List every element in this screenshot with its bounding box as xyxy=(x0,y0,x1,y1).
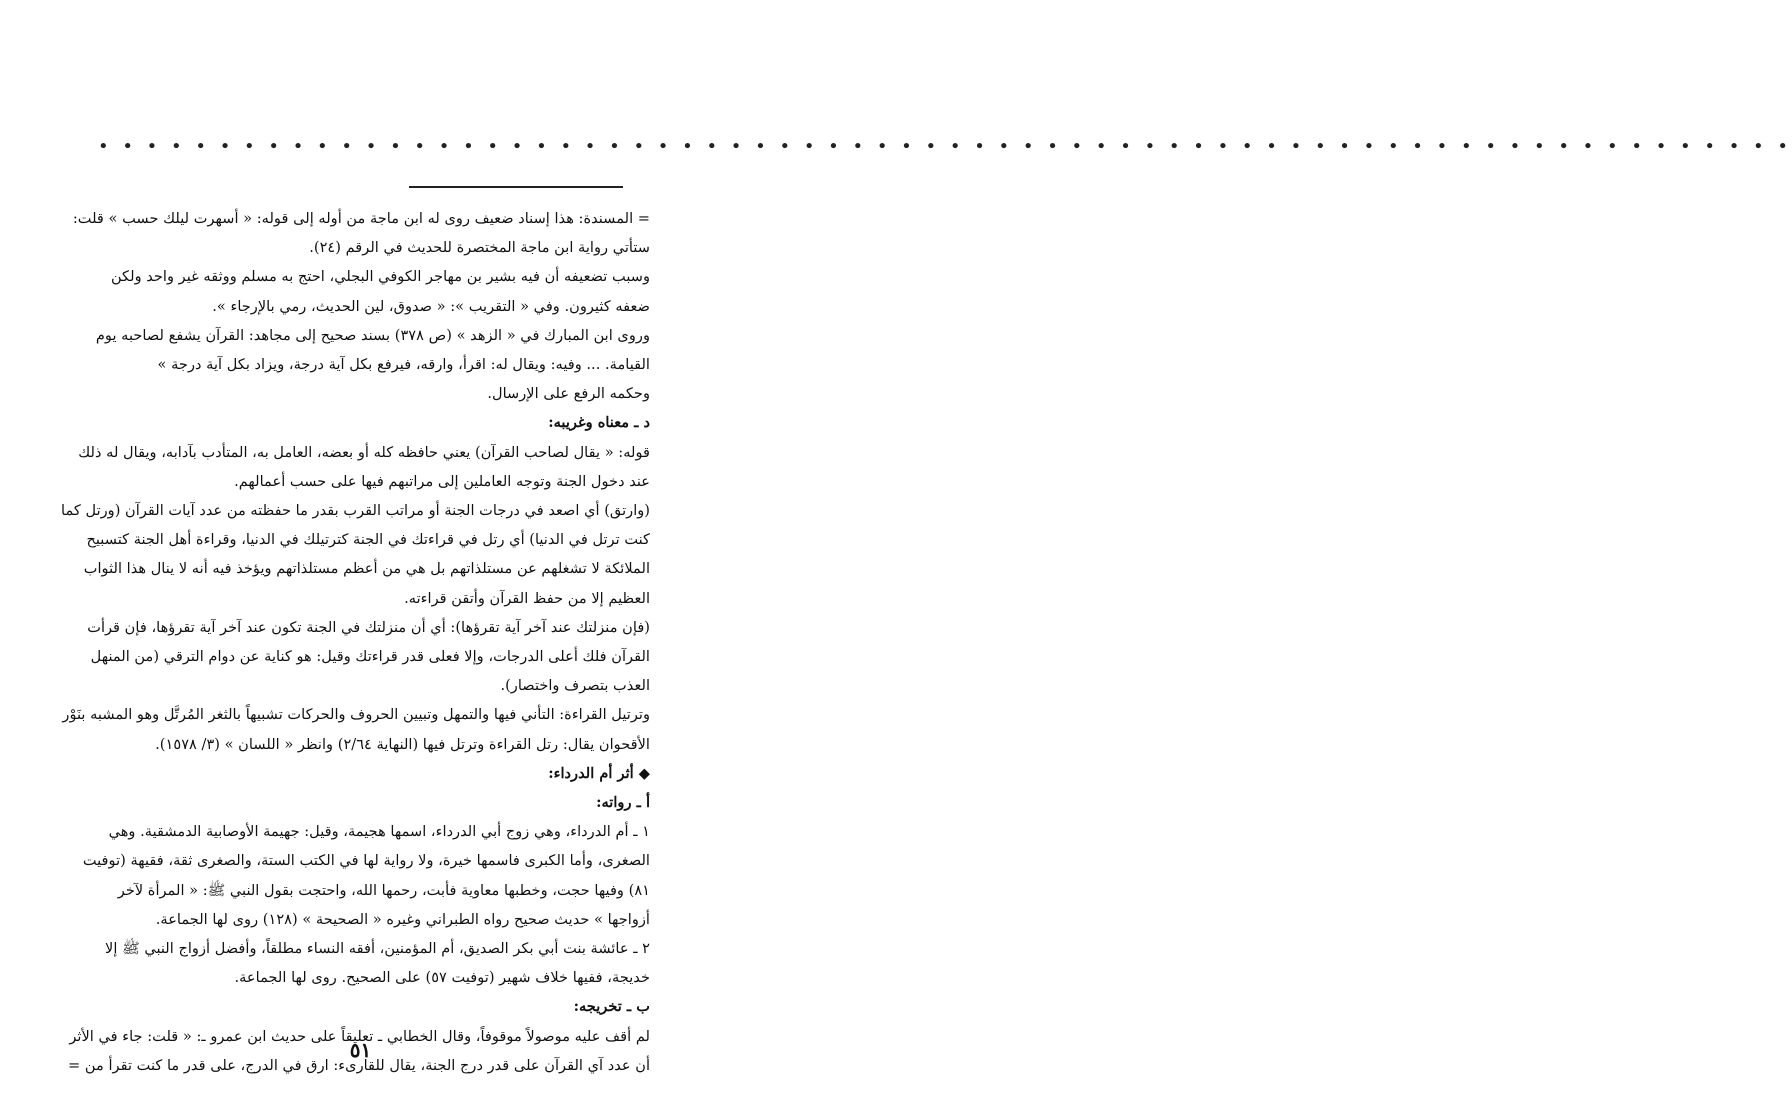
text-line: الملائكة لا تشغلهم عن مستلذاتهم بل هي من أعظم مستلذاتهم ويؤخذ فيه أنه لا ينال هذا الثواب xyxy=(83,560,650,578)
text-line: وترتيل القراءة: التأني فيها والتمهل وتبيين الحروف والحركات تشبيهاً بالثغر المُرتَّل وهو المشبه بنَوْر xyxy=(62,706,650,724)
text-line: (فإن منزلتك عند آخر آية تقرؤها): أي أن منزلتك في الجنة تكون عند آخر آية تقرؤها، فإن قرأت xyxy=(87,618,650,636)
text-line: العذب بتصرف واختصار). xyxy=(500,677,650,695)
footnote-text-block xyxy=(61,204,650,1080)
dotted-separator: • • • • • • • • • • • • • • • • • • • • • • • • • • • • • • • • • • • • • • • • • • • • • • • • • • • • • • • • • • • • • • • • • • • • • • xyxy=(98,136,1792,157)
text-line: الأقحوان يقال: رتل القراءة وترتل فيها (النهاية ٢/٦٤) وانظر « اللسان » (٣/ ١٥٧٨). xyxy=(155,735,650,753)
text-line: وروى ابن المبارك في « الزهد » (ص ٣٧٨) بسند صحيح إلى مجاهد: القرآن يشفع لصاحبه يوم xyxy=(95,326,650,344)
text-line: كنت ترتل في الدنيا) أي رتل في قراءتك في الجنة كترتيلك في الدنيا، وقراءة أهل الجنة كتسبيح xyxy=(86,531,650,549)
text-line: وحكمه الرفع على الإرسال. xyxy=(487,385,650,403)
text-line: عند دخول الجنة وتوجه العاملين إلى مراتبهم فيها على حسب أعمالهم. xyxy=(234,472,650,490)
section-heading-line: ب ـ تخريجه: xyxy=(573,998,650,1016)
text-line: (وارتق) أي اصعد في درجات الجنة أو مراتب القرب بقدر ما حفظته من عدد آيات القرآن (ورتل كما xyxy=(61,502,650,520)
text-line: ٨١) وفيها حجت، وخطبها معاوية فأبت، رحمها الله، واحتجت بقول النبي ﷺ: « المرأة لآخر xyxy=(117,881,650,899)
text-line: القيامة. ... وفيه: ويقال له: اقرأ، وارقه، فيرفع بكل آية درجة، ويزاد بكل آية درجة » xyxy=(157,356,650,374)
text-line: ١ ـ أم الدرداء، وهي زوج أبي الدرداء، اسمها هجيمة، وقيل: جهيمة الأوصابية الدمشقية. وهي xyxy=(108,823,650,841)
footnote-rule xyxy=(409,186,623,188)
section-heading-line: د ـ معناه وغريبه: xyxy=(548,414,650,432)
text-line: القرآن فلك أعلى الدرجات، وإلا فعلى قدر قراءتك وقيل: هو كناية عن دوام الترقي (من المنهل xyxy=(90,648,650,666)
text-line: ستأتي رواية ابن ماجة المختصرة للحديث في الرقم (٢٤). xyxy=(309,239,650,257)
page-number: ٥١ xyxy=(349,1038,372,1062)
text-line: = المسندة: هذا إسناد ضعيف روى له ابن ماجة من أوله إلى قوله: « أسهرت ليلك حسب » قلت: xyxy=(72,210,650,227)
text-line: الصغرى، وأما الكبرى فاسمها خيرة، ولا رواية لها في الكتب الستة، والصغرى ثقة، فقيهة (توفيت xyxy=(82,852,650,870)
text-line: وسبب تضعيفه أن فيه بشير بن مهاجر الكوفي البجلي، احتج به مسلم ووثقه غير واحد ولكن xyxy=(110,268,650,286)
text-line: خديجة، ففيها خلاف شهير (توفيت ٥٧) على الصحيح. روى لها الجماعة. xyxy=(234,969,650,987)
text-line: العظيم إلا من حفظ القرآن وأتقن قراءته. xyxy=(404,589,650,607)
text-line: أن عدد آي القرآن على قدر درج الجنة، يقال للقارىء: ارق في الدرج، على قدر ما كنت تقرأ من = xyxy=(68,1056,650,1074)
text-line: أزواجها » حديث صحيح رواه الطبراني وغيره « الصحيحة » (١٢٨) روى لها الجماعة. xyxy=(155,910,650,928)
section-heading-line: أ ـ رواته: xyxy=(596,794,650,812)
text-line: لم أقف عليه موصولاً موقوفاً، وقال الخطابي ـ تعليقاً على حديث ابن عمرو ـ: « قلت: جاء في الأثر xyxy=(69,1027,650,1045)
text-line: ٢ ـ عائشة بنت أبي بكر الصديق، أم المؤمنين، أفقه النساء مطلقاً، وأفضل أزواج النبي ﷺ إلا xyxy=(105,940,650,958)
section-heading-line: ◆ أثر أم الدرداء: xyxy=(548,764,650,782)
text-line: قوله: « يقال لصاحب القرآن) يعني حافظه كله أو بعضه، العامل به، المتأدب بآدابه، ويقال له ذلك xyxy=(78,443,650,461)
text-line: ضعفه كثيرون. وفي « التقريب »: « صدوق، لين الحديث، رمي بالإرجاء ». xyxy=(212,297,650,315)
